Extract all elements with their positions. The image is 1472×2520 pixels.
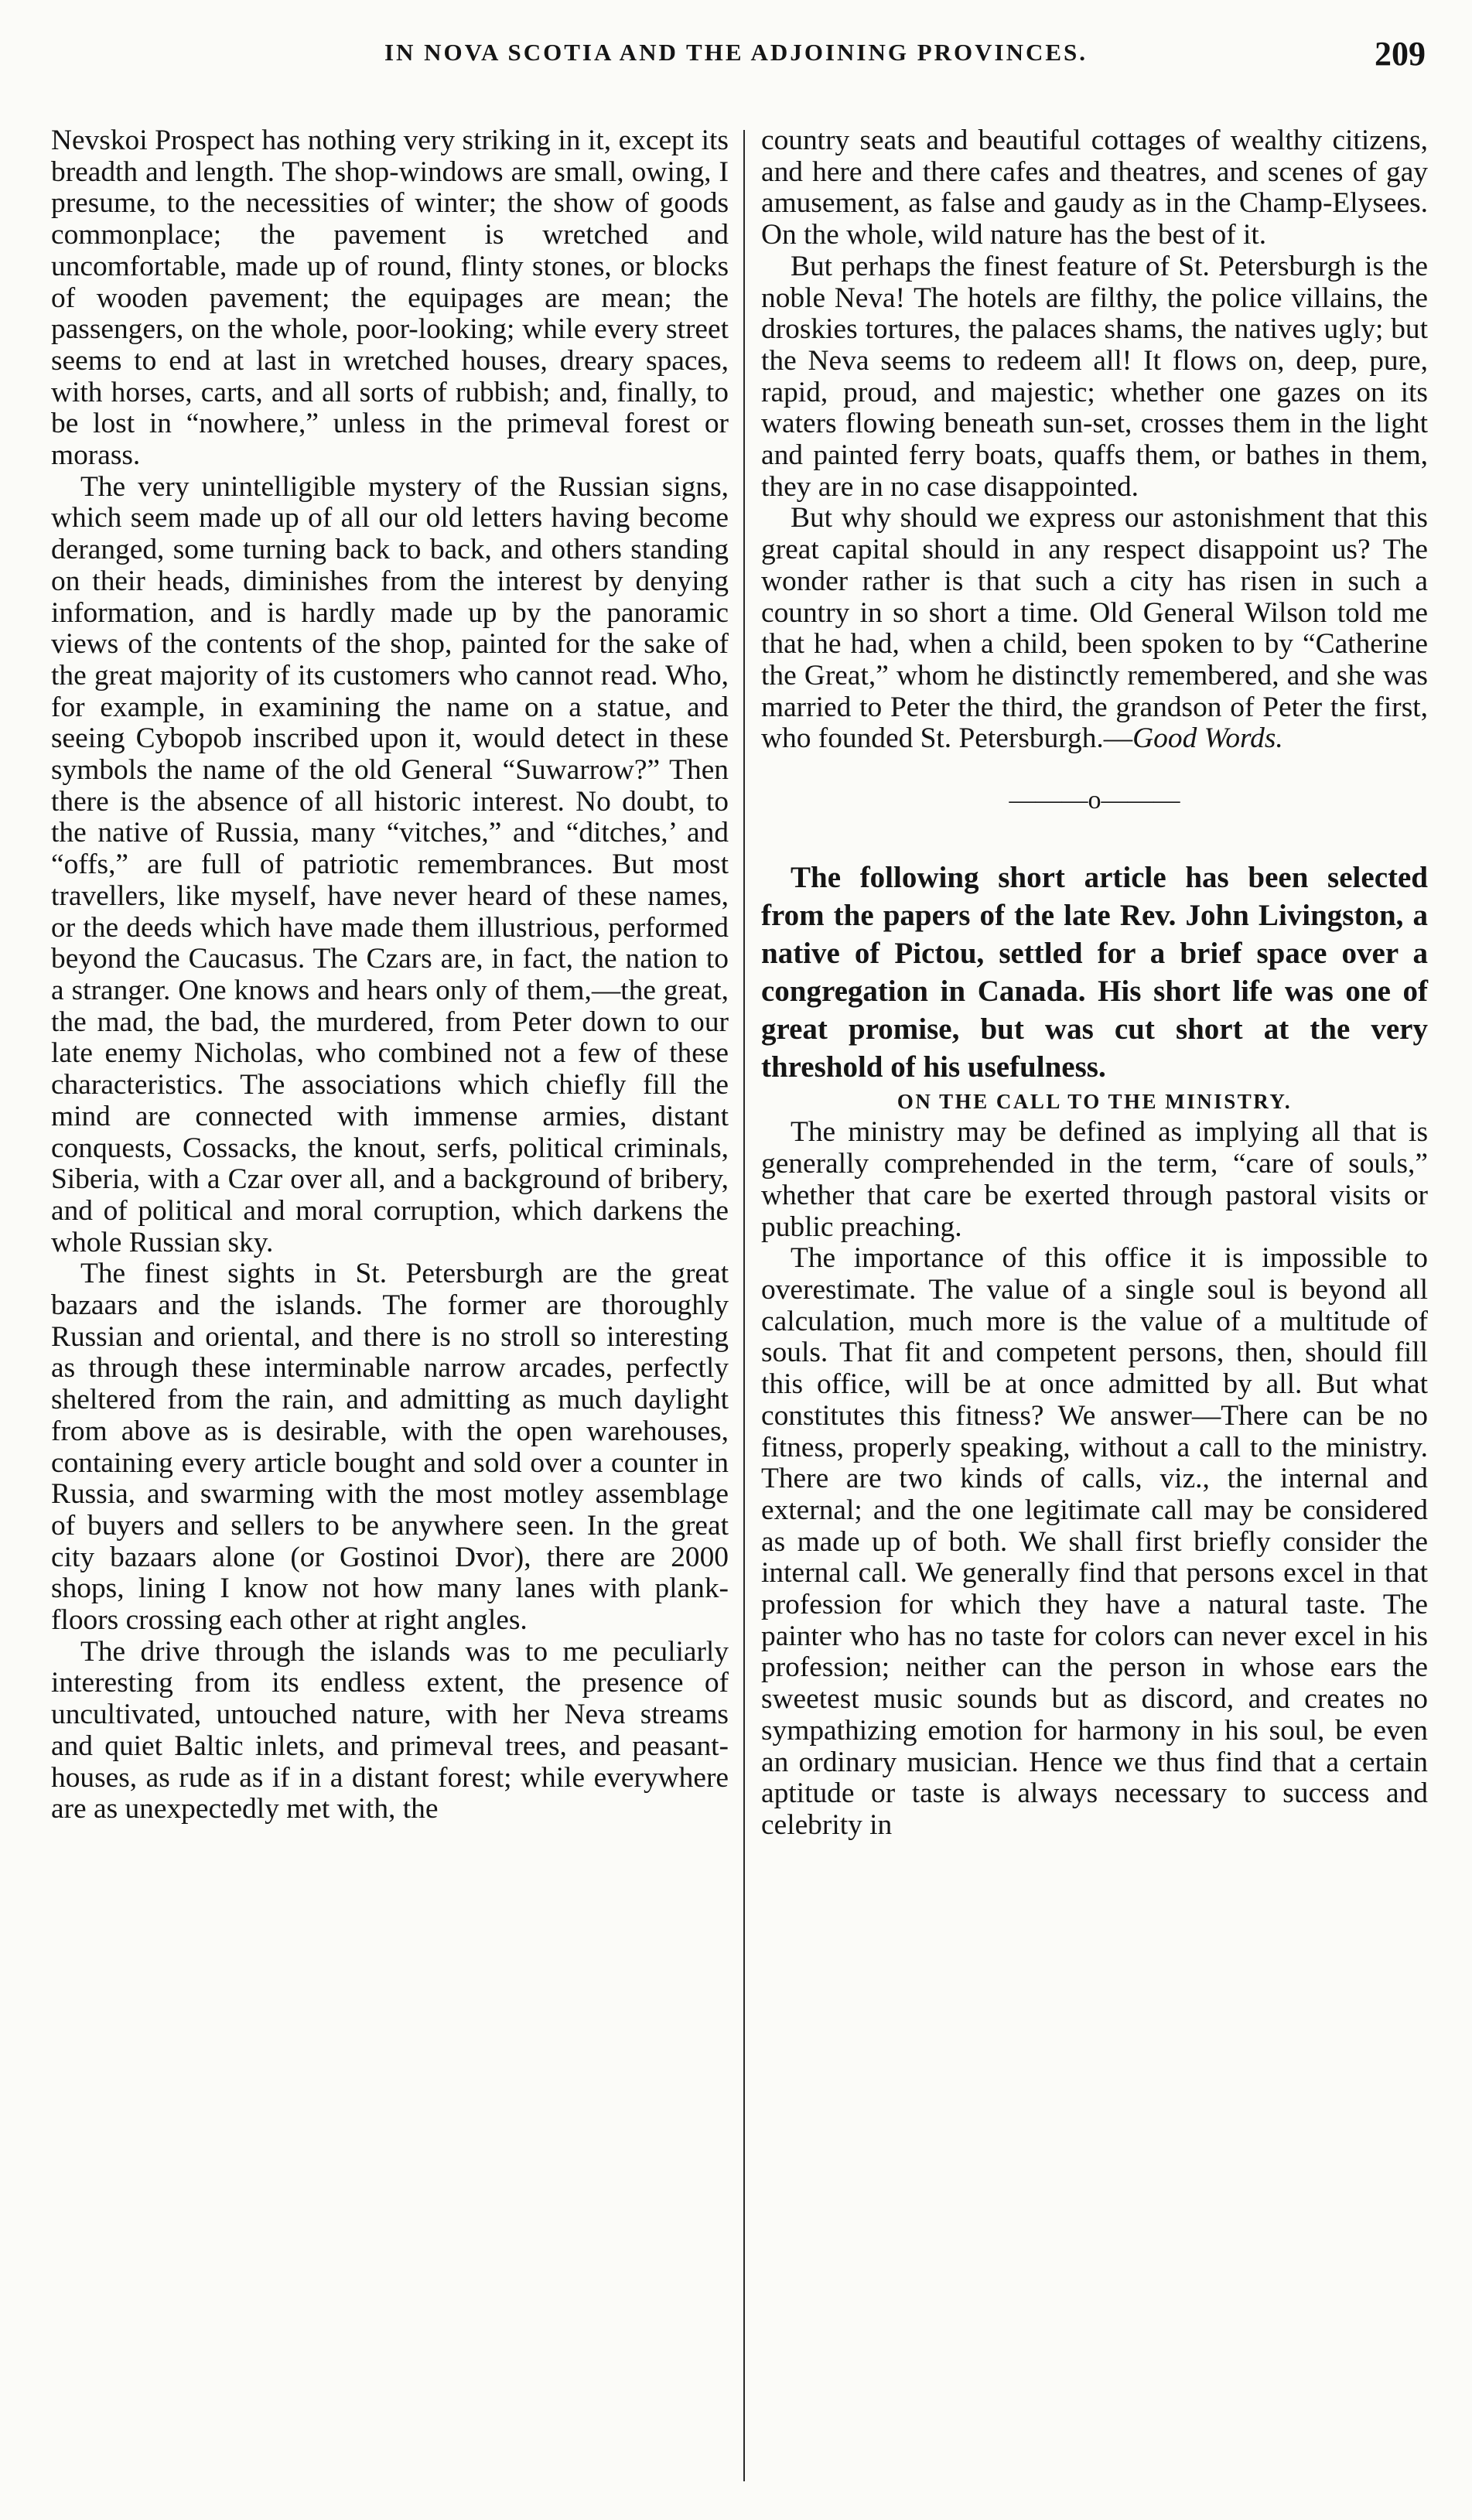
page-header: [46, 25, 1426, 87]
editor-note: [761, 859, 1428, 1086]
running-head: IN NOVA SCOTIA AND THE ADJOINING PROVINCES.: [384, 39, 1088, 66]
divider-ornament: ———o———: [1009, 786, 1180, 815]
editor-note-text: The following short article has been selected from the papers of the late Rev. John Livingston, a native of Pictou, settled for a brief space over a congregation in Canada. His short life was one of great promise, but was cut short at the very threshold of his usefulness.: [761, 860, 1428, 1084]
paragraph: The importance of this office it is impossible to overestimate. The value of a single soul is beyond all calculation, much more is the value of a multitude of souls. That fit and competent persons, then, should fill this office, will be at once admitted by all. But what constitutes this fitness? We answer—There can be no fitness, properly speaking, without a call to the ministry. There are two kinds of calls, viz., the internal and external; and the one legitimate call may be considered as made up of both. We shall first briefly consider the internal call. We generally find that persons excel in that profession for which they have a natural taste. The painter who has no taste for colors can never excel in his profession; neither can the person in whose ears the sweetest music sounds but as discord, and creates no sympathizing emotion for harmony in his soul, be even an ordinary musician. Hence we thus find that a certain aptitude or taste is always necessary to success and celebrity in: [761, 1242, 1428, 1841]
right-column: [761, 125, 1428, 2484]
paragraph-text: But why should we express our astonishment that this great capital should in any respect disappoint us? The wonder rather is that such a city has risen in such a country in so short a time. Old General Wilson told me that he had, when a child, been spoken to by “Catherine the Great,” whom he distinctly remembered, and she was married to Peter the third, the grandson of Peter the first, who founded St. Petersburgh.—: [761, 502, 1428, 755]
left-column: [51, 125, 729, 2484]
source-credit: Good Words.: [1132, 722, 1283, 755]
paragraph: The very unintelligible mystery of the Russian signs, which seem made up of all our old letters having become deranged, some turning back to back, and others standing on their heads, diminishes from the interest by denying information, and is hardly made up by the panoramic views of the contents of the shop, painted for the sake of the great majority of its customers who cannot read. Who, for example, in examining the name on a statue, and seeing Cybopob inscribed upon it, would detect in these symbols the name of the old General “Suwarrow?” Then there is the absence of all historic interest. No doubt, to the native of Russia, many “vitches,” and “ditches,’ and “offs,” are full of patriotic remembrances. But most travellers, like myself, have never heard of these names, or the deeds which have made them illustrious, performed beyond the Caucasus. The Czars are, in fact, the nation to a stranger. One knows and hears only of them,—the great, the mad, the bad, the murdered, from Peter down to our late enemy Nicholas, who combined not a few of these characteristics. The associations which chiefly fill the mind are connected with immense armies, distant conquests, Cossacks, the knout, serfs, political criminals, Siberia, with a Czar over all, and a background of bribery, and of political and moral corruption, which darkens the whole Russian sky.: [51, 470, 729, 1258]
column-divider-rule: [743, 130, 745, 2481]
paragraph: The finest sights in St. Petersburgh are the great bazaars and the islands. The former are thoroughly Russian and oriental, and there is no stroll so interesting as through these interminable narrow arcades, perfectly sheltered from the rain, and admitting as much daylight from above as is desirable, with the open warehouses, containing every article bought and sold over a counter in Russia, and swarming with the most motley assemblage of buyers and sellers to be anywhere seen. In the great city bazaars alone (or Gostinoi Dvor), there are 2000 shops, lining I know not how many lanes with plank-floors crossing each other at right angles.: [51, 1258, 729, 1637]
paragraph: [761, 503, 1428, 755]
section-heading: ON THE CALL TO THE MINISTRY.: [897, 1089, 1293, 1113]
section-divider: [761, 784, 1428, 817]
paragraph: The ministry may be defined as implying all that is generally comprehended in the term, “care of souls,” whether that care be exerted through pastoral visits or public preaching.: [761, 1116, 1428, 1243]
paragraph: Nevskoi Prospect has nothing very striking in it, except its breadth and length. The shop-windows are small, owing, I presume, to the necessities of winter; the show of goods commonplace; the pavement is wretched and uncomfortable, made up of round, flinty stones, or blocks of wooden pavement; the equipages are mean; the passengers, on the whole, poor-looking; while every street seems to end at last in wretched houses, dreary spaces, with horses, carts, and all sorts of rubbish; and, finally, to be lost in “nowhere,” unless in the primeval forest or morass.: [51, 125, 729, 472]
paragraph: But perhaps the finest feature of St. Petersburgh is the noble Neva! The hotels are filthy, the police villains, the droskies tortures, the palaces shams, the natives ugly; but the Neva seems to redeem all! It flows on, deep, pure, rapid, proud, and majestic; whether one gazes on its waters flowing beneath sun-set, crosses them in the light and painted ferry boats, quaffs them, or bathes in them, they are in no case disappointed.: [761, 250, 1428, 503]
page-number: 209: [1375, 35, 1426, 73]
paragraph: country seats and beautiful cottages of wealthy citizens, and here and there cafes and theatres, and scenes of gay amusement, as false and gaudy as in the Champ-Elysees. On the whole, wild nature has the best of it.: [761, 125, 1428, 251]
paragraph: The drive through the islands was to me peculiarly interesting from its endless extent, the presence of uncultivated, untouched nature, with her Neva streams and quiet Baltic inlets, and primeval trees, and peasant-houses, as rude as if in a distant forest; while everywhere are as unexpectedly met with, the: [51, 1635, 729, 1825]
